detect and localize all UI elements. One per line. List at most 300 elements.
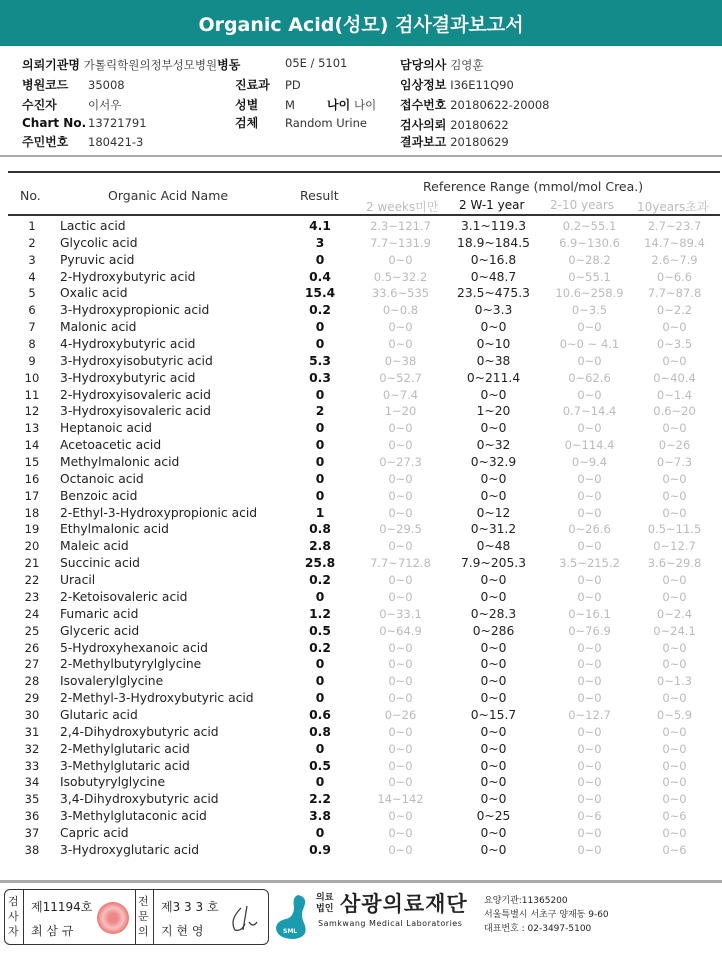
row-number: 14 — [24, 438, 40, 453]
ref-10years: 3.6~29.8 — [647, 556, 702, 571]
row-number: 6 — [28, 303, 36, 318]
ref-col-0: 2 weeks미만 — [366, 200, 439, 214]
ref-2w-1year: 0~48 — [476, 539, 511, 554]
row-number: 19 — [24, 522, 40, 537]
ref-2weeks: 0~27.3 — [379, 455, 422, 470]
row-number: 4 — [28, 269, 36, 284]
acid-name: 2-Ketoisovaleric acid — [60, 589, 188, 604]
ward-label: 병동 — [217, 58, 241, 72]
ref-2weeks: 0~26 — [384, 707, 417, 722]
ref-2w-1year: 0~0 — [480, 471, 507, 486]
table-row — [0, 236, 722, 253]
ref-2weeks: 0~0 — [388, 691, 413, 706]
ref-2w-1year: 0~0 — [480, 741, 507, 756]
row-number: 31 — [24, 724, 40, 739]
hospital-code: 35008 — [88, 78, 125, 92]
ref-2weeks: 0~0.8 — [382, 303, 419, 318]
row-number: 11 — [24, 387, 40, 402]
ref-2-10years: 0~0 — [577, 353, 602, 368]
result-value: 1.2 — [309, 606, 331, 621]
table-row — [0, 455, 722, 472]
table-row — [0, 270, 722, 287]
acid-name: Malonic acid — [60, 320, 137, 335]
ref-2weeks: 0~0 — [388, 471, 413, 486]
ref-2w-1year: 0~211.4 — [466, 370, 521, 385]
ref-2weeks: 0~0 — [388, 438, 413, 453]
ref-10years: 0~26 — [658, 438, 691, 453]
ref-2w-1year: 0~0 — [480, 758, 507, 773]
ref-2weeks: 0~0 — [388, 775, 413, 790]
table-row — [0, 725, 722, 742]
specimen: Random Urine — [285, 116, 367, 130]
ref-2-10years: 0.7~14.4 — [562, 404, 617, 419]
row-number: 7 — [28, 320, 36, 335]
acid-name: Lactic acid — [60, 219, 126, 233]
receipt: 20180622-20008 — [450, 98, 550, 112]
row-number: 32 — [24, 741, 40, 756]
ref-2weeks: 14~142 — [377, 792, 424, 807]
ref-10years: 0~7.3 — [656, 455, 693, 470]
ref-10years: 0~3.5 — [656, 337, 693, 352]
acid-name: Maleic acid — [60, 539, 129, 554]
ref-2w-1year: 0~0 — [480, 320, 507, 335]
ref-2-10years: 0~76.9 — [568, 623, 611, 638]
row-number: 8 — [28, 337, 36, 352]
acid-name: Benzoic acid — [60, 488, 138, 503]
ref-10years: 0~0 — [662, 741, 687, 756]
ref-2-10years: 0~0 — [577, 825, 602, 840]
table-top-rule — [8, 171, 720, 173]
table-header-rule — [8, 214, 720, 216]
ref-2-10years: 0~0 — [577, 471, 602, 486]
result-value: 0.5 — [309, 758, 331, 773]
ref-2w-1year: 0~48.7 — [470, 269, 517, 284]
table-row — [0, 404, 722, 421]
row-number: 17 — [24, 488, 40, 503]
acid-name: 2,4-Dihydroxybutyric acid — [60, 724, 219, 739]
id-label: 주민번호 — [22, 135, 69, 149]
ref-2-10years: 0.2~55.1 — [562, 219, 617, 233]
ref-2weeks: 0~0 — [388, 337, 413, 352]
ref-2w-1year: 0~32 — [476, 438, 511, 453]
ref-10years: 0~0 — [662, 573, 687, 588]
ref-10years: 7.7~87.8 — [647, 286, 702, 301]
table-row — [0, 539, 722, 556]
ref-2-10years: 0~3.5 — [571, 303, 608, 318]
acid-name: Octanoic acid — [60, 471, 144, 486]
specimen-label: 검체 — [235, 116, 259, 130]
ref-2weeks: 0~0 — [388, 505, 413, 520]
result-value: 0 — [315, 657, 325, 672]
ref-10years: 0~1.3 — [656, 674, 693, 689]
table-row — [0, 506, 722, 523]
ref-2-10years: 0~0 — [577, 792, 602, 807]
ref-2w-1year: 0~0 — [480, 842, 507, 857]
ref-2w-1year: 0~0 — [480, 640, 507, 655]
sml-logo — [274, 893, 312, 941]
clinical: I36E11Q90 — [450, 78, 514, 92]
row-number: 30 — [24, 707, 40, 722]
table-row — [0, 607, 722, 624]
row-number: 28 — [24, 674, 40, 689]
row-number: 3 — [28, 252, 36, 267]
row-number: 2 — [28, 235, 36, 250]
ref-2w-1year: 0~0 — [480, 589, 507, 604]
table-row — [0, 775, 722, 792]
ref-10years: 0~0 — [662, 353, 687, 368]
acid-name: 3-Methylglutaconic acid — [60, 809, 207, 824]
ref-2weeks: 0~0 — [388, 640, 413, 655]
acid-name: 2-Methylbutyrylglycine — [60, 657, 202, 672]
result-value: 0 — [315, 387, 325, 402]
result-value: 0.6 — [309, 707, 331, 722]
table-row — [0, 472, 722, 489]
acid-name: 3-Hydroxyisovaleric acid — [60, 404, 211, 419]
ref-2-10years: 0~0 — [577, 842, 602, 857]
acid-name: Isobutyrylglycine — [60, 775, 166, 790]
ref-2w-1year: 0~25 — [476, 809, 511, 824]
report-date: 20180629 — [450, 135, 509, 149]
row-number: 24 — [24, 606, 40, 621]
org-english: Samkwang Medical Laboratories — [318, 919, 463, 928]
row-number: 18 — [24, 505, 40, 520]
ref-2-10years: 0~62.6 — [568, 370, 611, 385]
table-row — [0, 826, 722, 843]
ref-2-10years: 3.5~215.2 — [559, 556, 620, 571]
ref-2w-1year: 1~20 — [476, 404, 511, 419]
ref-2weeks: 0~0 — [388, 320, 413, 335]
result-value: 0 — [315, 471, 325, 486]
acid-name: 3-Hydroxyisobutyric acid — [60, 353, 213, 368]
table-row — [0, 657, 722, 674]
row-number: 21 — [24, 556, 40, 571]
result-value: 1 — [315, 505, 325, 520]
ref-10years: 0~0 — [662, 505, 687, 520]
ref-2w-1year: 0~16.8 — [470, 252, 517, 267]
acid-name: 3-Hydroxybutyric acid — [60, 370, 196, 385]
receipt-label: 접수번호 — [400, 98, 447, 112]
row-number: 26 — [24, 640, 40, 655]
ref-2w-1year: 18.9~184.5 — [457, 235, 530, 250]
row-number: 34 — [24, 775, 40, 790]
ref-2w-1year: 0~31.2 — [470, 522, 517, 537]
ref-2-10years: 0~6 — [577, 809, 602, 824]
ref-10years: 0.5~11.5 — [647, 522, 702, 537]
result-value: 0 — [315, 589, 325, 604]
ref-2-10years: 0~0 — [577, 505, 602, 520]
ref-2w-1year: 0~12 — [476, 505, 511, 520]
row-number: 12 — [24, 404, 40, 419]
ref-2weeks: 0~0 — [388, 674, 413, 689]
ref-2-10years: 6.9~130.6 — [559, 235, 620, 250]
patient-label: 수진자 — [22, 98, 57, 112]
ref-2w-1year: 0~0 — [480, 674, 507, 689]
ref-10years: 0~0 — [662, 421, 687, 436]
ref-2weeks: 0~0 — [388, 252, 413, 267]
chart-no: 13721791 — [88, 116, 147, 130]
row-number: 37 — [24, 825, 40, 840]
specialist-no: 제3 3 3 호 — [161, 900, 219, 914]
ref-2-10years: 0~0 — [577, 657, 602, 672]
ref-10years: 0~5.9 — [656, 707, 693, 722]
row-number: 16 — [24, 471, 40, 486]
institution-label: 의뢰기관명 — [22, 58, 80, 72]
ref-2w-1year: 0~3.3 — [474, 303, 513, 318]
ref-10years: 0~0 — [662, 691, 687, 706]
col-result: Result — [300, 188, 339, 203]
result-value: 0.4 — [309, 269, 331, 284]
result-value: 0 — [315, 691, 325, 706]
result-value: 5.3 — [309, 353, 331, 368]
ref-10years: 0~6.6 — [656, 269, 693, 284]
ref-10years: 0~6 — [662, 809, 687, 824]
ref-2-10years: 0~0 ~ 4.1 — [559, 337, 620, 352]
table-row — [0, 438, 722, 455]
result-value: 0 — [315, 741, 325, 756]
table-row — [0, 337, 722, 354]
ref-2w-1year: 0~0 — [480, 724, 507, 739]
ref-2-10years: 0~0 — [577, 741, 602, 756]
ref-10years: 0~1.4 — [656, 387, 693, 402]
phone: 대표번호 : 02-3497-5100 — [484, 924, 592, 934]
age-label: 나이 — [327, 98, 351, 112]
ref-2w-1year: 0~38 — [476, 353, 511, 368]
result-value: 2 — [315, 404, 325, 419]
table-row — [0, 421, 722, 438]
row-number: 35 — [24, 792, 40, 807]
hospital-code-label: 병원코드 — [22, 78, 69, 92]
ref-10years: 0~0 — [662, 724, 687, 739]
row-number: 1 — [28, 219, 36, 233]
row-number: 38 — [24, 842, 40, 857]
ref-2weeks: 0~52.7 — [379, 370, 422, 385]
ref-2weeks: 0~0 — [388, 842, 413, 857]
svg-text:SML: SML — [283, 928, 298, 935]
result-value: 0.8 — [309, 724, 331, 739]
ref-10years: 2.7~23.7 — [647, 219, 702, 233]
result-value: 0 — [315, 674, 325, 689]
table-row — [0, 708, 722, 725]
seal-stamp — [97, 902, 129, 934]
table-row — [0, 843, 722, 860]
ref-10years: 0~0 — [662, 825, 687, 840]
patient: 이서우 — [88, 98, 122, 112]
table-row — [0, 286, 722, 303]
ref-2-10years: 0~26.6 — [568, 522, 611, 537]
ref-2-10years: 0~0 — [577, 724, 602, 739]
acid-name: Pyruvic acid — [60, 252, 135, 267]
row-number: 13 — [24, 421, 40, 436]
row-number: 36 — [24, 809, 40, 824]
result-value: 0.8 — [309, 522, 331, 537]
clinical-label: 임상정보 — [400, 78, 447, 92]
ref-10years: 0~0 — [662, 488, 687, 503]
result-value: 0.2 — [309, 573, 331, 588]
result-value: 0 — [315, 252, 325, 267]
acid-name: Glycolic acid — [60, 235, 138, 250]
org-name: 삼광의료재단 — [340, 892, 468, 916]
ref-2-10years: 10.6~258.9 — [555, 286, 624, 301]
ref-10years: 0~24.1 — [653, 623, 696, 638]
ref-2weeks: 0~0 — [388, 539, 413, 554]
ref-10years: 0~40.4 — [653, 370, 696, 385]
ref-2w-1year: 0~0 — [480, 488, 507, 503]
ward: 05E / 5101 — [285, 56, 348, 70]
table-row — [0, 641, 722, 658]
acid-name: Isovalerylglycine — [60, 674, 164, 689]
result-value: 25.8 — [304, 556, 336, 571]
ref-2weeks: 0~0 — [388, 741, 413, 756]
ref-2w-1year: 0~0 — [480, 573, 507, 588]
table-row — [0, 303, 722, 320]
ref-2weeks: 0~29.5 — [379, 522, 422, 537]
result-value: 0 — [315, 455, 325, 470]
ref-2w-1year: 0~0 — [480, 775, 507, 790]
table-row — [0, 253, 722, 270]
ref-10years: 0~0 — [662, 589, 687, 604]
signature-box — [4, 889, 269, 945]
result-value: 4.1 — [309, 219, 331, 233]
result-value: 15.4 — [304, 286, 336, 301]
result-value: 0 — [315, 825, 325, 840]
ref-2weeks: 0~0 — [388, 488, 413, 503]
divider — [0, 155, 722, 157]
ref-2-10years: 0~9.4 — [571, 455, 608, 470]
ref-2-10years: 0~0 — [577, 691, 602, 706]
table-row — [0, 742, 722, 759]
acid-name: Capric acid — [60, 825, 129, 840]
doctor-label: 담당의사 — [400, 58, 447, 72]
ref-2w-1year: 3.1~119.3 — [460, 219, 527, 233]
tester-name: 최 삼 규 — [31, 924, 74, 938]
ref-10years: 0~0 — [662, 792, 687, 807]
ref-2weeks: 0~0 — [388, 573, 413, 588]
table-row — [0, 674, 722, 691]
table-row — [0, 792, 722, 809]
ref-col-3: 10years초과 — [637, 200, 709, 214]
tester-label: 검사자 — [8, 895, 19, 938]
ref-2-10years: 0~0 — [577, 488, 602, 503]
acid-name: 2-Methyl-3-Hydroxybutyric acid — [60, 691, 254, 706]
acid-name: 3-Hydroxypropionic acid — [60, 303, 210, 318]
table-row — [0, 354, 722, 371]
ref-2weeks: 1~20 — [384, 404, 417, 419]
specialist-name: 지 현 영 — [161, 924, 204, 938]
table-row — [0, 522, 722, 539]
table-row — [0, 759, 722, 776]
ref-10years: 0~0 — [662, 775, 687, 790]
doctor: 김영훈 — [450, 58, 484, 72]
ref-2-10years: 0~0 — [577, 320, 602, 335]
row-number: 22 — [24, 573, 40, 588]
ref-2w-1year: 0~0 — [480, 825, 507, 840]
ref-10years: 14.7~89.4 — [644, 235, 705, 250]
ref-10years: 0~0 — [662, 320, 687, 335]
ref-2weeks: 0~33.1 — [379, 606, 422, 621]
ref-2-10years: 0~28.2 — [568, 252, 611, 267]
ref-10years: 0~0 — [662, 657, 687, 672]
ref-2-10years: 0~114.4 — [564, 438, 615, 453]
ref-2-10years: 0~0 — [577, 421, 602, 436]
ref-2-10years: 0~0 — [577, 387, 602, 402]
ref-2weeks: 0~0 — [388, 421, 413, 436]
ref-2weeks: 0~0 — [388, 724, 413, 739]
request-label: 검사의뢰 — [400, 118, 447, 132]
row-number: 5 — [28, 286, 36, 301]
institution: 가톨릭학원의정부성모병원 — [83, 58, 218, 72]
ref-2w-1year: 0~0 — [480, 792, 507, 807]
acid-name: Methylmalonic acid — [60, 455, 180, 470]
ref-2-10years: 0~0 — [577, 640, 602, 655]
ref-2weeks: 0~0 — [388, 589, 413, 604]
acid-name: Ethylmalonic acid — [60, 522, 169, 537]
ref-10years: 0~0 — [662, 471, 687, 486]
chart-label: Chart No. — [22, 116, 87, 130]
ref-2w-1year: 23.5~475.3 — [457, 286, 530, 301]
ref-2-10years: 0~0 — [577, 589, 602, 604]
acid-name: Glyceric acid — [60, 623, 140, 638]
result-value: 0 — [315, 421, 325, 436]
acid-name: 5-Hydroxyhexanoic acid — [60, 640, 208, 655]
col-no: No. — [20, 188, 41, 203]
ref-10years: 0~0 — [662, 758, 687, 773]
ref-2w-1year: 7.9~205.3 — [460, 556, 527, 571]
address: 서울특별시 서초구 양재동 9-60 — [484, 910, 609, 920]
row-number: 23 — [24, 589, 40, 604]
ref-col-2: 2-10 years — [550, 198, 615, 212]
ref-2w-1year: 0~32.9 — [470, 455, 517, 470]
row-number: 25 — [24, 623, 40, 638]
ref-10years: 0~12.7 — [653, 539, 696, 554]
row-number: 15 — [24, 455, 40, 470]
ref-2weeks: 33.6~535 — [371, 286, 430, 301]
result-value: 0.2 — [309, 640, 331, 655]
acid-name: 2-Ethyl-3-Hydroxypropionic acid — [60, 505, 258, 520]
ref-2-10years: 0~0 — [577, 573, 602, 588]
result-value: 0 — [315, 337, 325, 352]
ref-2w-1year: 0~0 — [480, 657, 507, 672]
acid-name: 3,4-Dihydroxybutyric acid — [60, 792, 219, 807]
result-value: 2.2 — [309, 792, 331, 807]
ref-2-10years: 0~0 — [577, 775, 602, 790]
result-value: 0.5 — [309, 623, 331, 638]
col-name: Organic Acid Name — [108, 188, 229, 203]
ref-2weeks: 0~7.4 — [382, 387, 419, 402]
ref-2weeks: 0~38 — [384, 353, 417, 368]
ref-10years: 0~2.4 — [656, 606, 693, 621]
tester-no: 제11194호 — [31, 900, 93, 914]
ref-2weeks: 0~0 — [388, 657, 413, 672]
ref-2-10years: 0~0 — [577, 539, 602, 554]
org-prefix: 의료법인 — [316, 893, 334, 914]
ref-2weeks: 0~0 — [388, 809, 413, 824]
acid-name: 2-Hydroxyisovaleric acid — [60, 387, 211, 402]
table-row — [0, 590, 722, 607]
footer-divider — [0, 880, 722, 883]
ref-2w-1year: 0~15.7 — [470, 707, 517, 722]
specialist-label: 전문의 — [138, 895, 149, 938]
ref-2w-1year: 0~286 — [472, 623, 515, 638]
ref-2w-1year: 0~10 — [476, 337, 511, 352]
acid-name: 4-Hydroxybutyric acid — [60, 337, 196, 352]
table-row — [0, 809, 722, 826]
table-row — [0, 388, 722, 405]
report-label: 결과보고 — [400, 135, 447, 149]
ref-2weeks: 0~64.9 — [379, 623, 422, 638]
ref-2w-1year: 0~0 — [480, 691, 507, 706]
col-reference: Reference Range (mmol/mol Crea.) — [423, 179, 644, 194]
ref-2weeks: 0.5~32.2 — [373, 269, 428, 284]
